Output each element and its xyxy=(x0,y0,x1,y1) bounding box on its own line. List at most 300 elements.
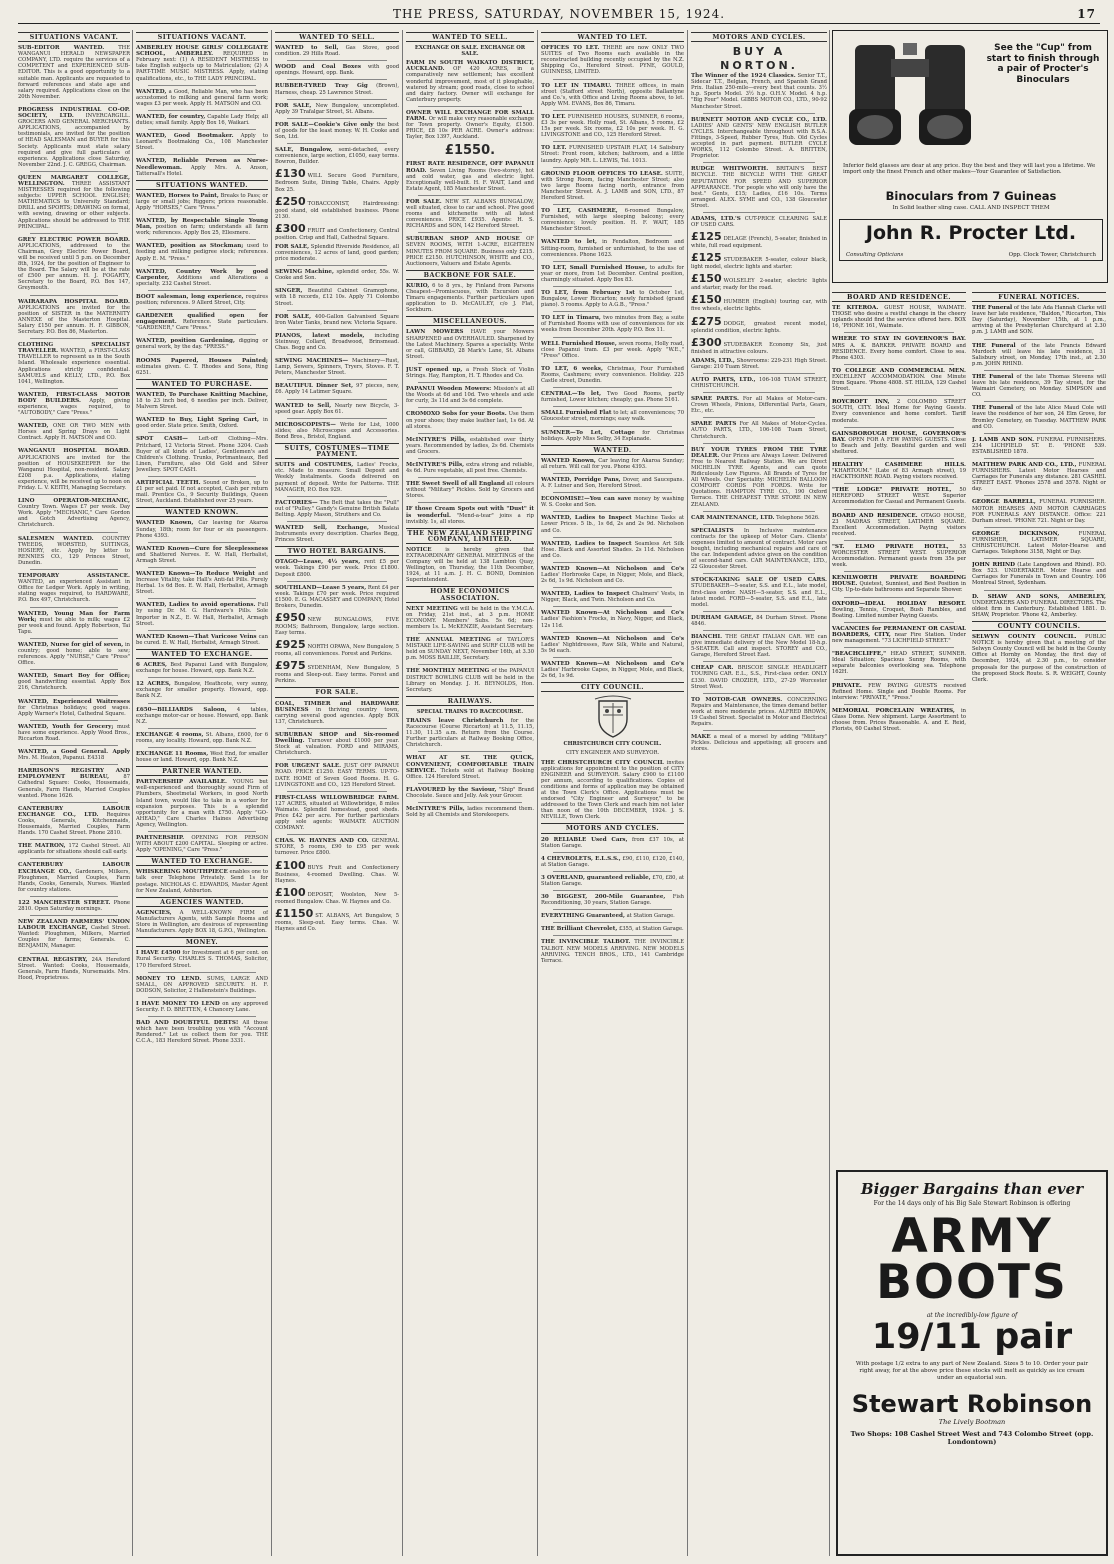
classified-ad xyxy=(136,218,268,236)
column-rule xyxy=(271,30,272,1556)
classified-ad xyxy=(541,894,684,906)
ad-separator xyxy=(148,476,256,477)
ad-separator xyxy=(30,532,118,533)
section-header: WANTED KNOWN. xyxy=(136,507,268,517)
classified-ad xyxy=(275,732,399,756)
ad-lead: WANTED to let, xyxy=(541,239,597,246)
classified-ad xyxy=(136,417,268,429)
ad-lead: CHAS. W. HAYNES AND CO. xyxy=(275,838,369,845)
ad-lead: WANTED, position as Stockman; xyxy=(136,243,244,250)
classified-ad xyxy=(136,436,268,473)
classified-ad xyxy=(275,462,399,492)
classified-ad xyxy=(406,411,534,429)
classified-ad xyxy=(541,83,684,107)
classified-ad xyxy=(541,939,684,963)
army-seller-name: Stewart Robinson xyxy=(851,1390,1093,1418)
ad-separator xyxy=(287,99,387,100)
ad-separator xyxy=(844,704,954,705)
ad-text: in country; good home; able to sew; references. Apply "NURSE," Care "Press" Office. xyxy=(18,641,130,667)
classified-ad xyxy=(972,437,1106,455)
ad-text: in thriving country town, carrying several good agencies. Apply BOX 137, Christchurch. xyxy=(275,706,399,725)
ad-lead: I HAVE £4500 xyxy=(136,950,181,957)
ad-lead: SUBURBAN SHOP AND HOUSE xyxy=(406,236,520,243)
ad-text: SUMS, LARGE AND SMALL, ON APPROVED SECURITY. H. F. DODSON, Solicitor, 2 Hallenstein's Buildings. xyxy=(136,975,268,994)
ad-text: OF SEVEN ROOMS, WITH 1-ACRE, EIGHTEEN MINUTES FROM SQUARE. Business only £215. PRICE £2150. HUTCHINSON, WHITE and CO., Auctioneers, Valuers and Estate Agents. xyxy=(406,236,534,267)
ad-text: WILL Secure Good Furniture, Bedroom Suite, Dining Table, Chairs. Apply Box 25. xyxy=(275,173,399,193)
ad-lead: THE CHRISTCHURCH CITY COUNCIL xyxy=(541,759,664,766)
classified-ad xyxy=(18,957,130,981)
ad-text: is hereby given that EXTRAORDINARY GENERAL MEETINGS of the Company will be held at 138 Lambton Quay, Wellington, on Thursday, the 11th December, 1924, at 11 a.m. J. H. C. BOND, Dominion Superintendent. xyxy=(406,546,534,584)
classified-ad xyxy=(136,779,268,828)
ad-lead: BOOT salesman, long experience, xyxy=(136,293,244,300)
ad-lead: TE KITEROA. xyxy=(832,305,879,312)
ad-separator xyxy=(287,834,387,835)
ad-text: CONCERNING Repairs and Maintenance, the times demand better work at more moderate prices. ALFRED BROWN, 19 Cashel Street. Specialist in Motor and Electrical Repairs. xyxy=(691,696,827,728)
ad-text: Mission's at all the Woods at 6d and 10d. Two wheels and axle for curly, 3s 11d and 3s 6d complete. xyxy=(406,386,534,405)
classified-ad xyxy=(541,341,684,359)
ad-text: position on farm; understands all farm work; references. Apply Box 25, Ellesmere. xyxy=(136,224,268,237)
ad-lead: WANTED to Sell, xyxy=(275,402,332,409)
ad-lead: FOR SALE, xyxy=(275,243,310,250)
price-list xyxy=(275,612,399,684)
ad-lead: WANGANUI HOSPITAL BOARD. xyxy=(18,448,130,455)
ad-text: good handwriting essential. Apply Box 216, Christchurch. xyxy=(18,679,130,692)
ad-separator xyxy=(553,261,672,262)
army-shops: Two Shops: 108 Cashel Street West and 743 Colombo Street (opp. Londontown) xyxy=(850,1430,1094,1447)
ad-text: in Glass Dome. New shipment. Large Assortment to choose from. Prices Reasonable. A. and E. Reid, Florists, 60 Cashel Street. xyxy=(832,707,966,733)
ad-text: YOUNG but well-experienced and thoroughly sound Firm of Plumbers, Sheetmetal Workers, in good North Island town, would like to take in a worker for expansion purposes. This is a splendid opportunity for a man with £750. Apply "GO-AHEAD," Care Charles Haines Advertising Agency, Wellington. xyxy=(136,779,268,828)
ad-separator xyxy=(553,871,672,872)
ad-text: Seamless Art Silk Hose. Black and Assorted Shades. 2s 11d. Nicholson and Co. xyxy=(541,540,684,559)
ad-separator xyxy=(148,728,256,729)
ad-lead: NEW ZEALAND FARMERS' UNION LABOUR EXCHANGE, xyxy=(18,919,130,932)
ad-separator xyxy=(287,399,387,400)
ad-text: Tickets sold at Railway Booking Office. 124 Hereford Street. xyxy=(406,767,534,780)
right-section xyxy=(832,290,1108,1164)
ad-separator xyxy=(418,502,522,503)
ad-separator xyxy=(553,362,672,363)
classified-ad xyxy=(832,368,966,392)
ad-text: WANTED, an experienced Assistant in Office for Ledger Work. Apply in writing, stating wages required, to HARDWARE, P.O. Box 497, Christchurch. xyxy=(18,579,130,604)
section-header: FUNERAL NOTICES. xyxy=(972,292,1106,302)
classified-ad xyxy=(406,386,534,404)
section-header: WANTED TO EXCHANGE. xyxy=(136,649,268,659)
classified-ad xyxy=(832,651,966,675)
ad-separator xyxy=(30,444,118,445)
ad-list xyxy=(136,779,268,853)
ad-text: all colours without "Military" Pickles. Sold by Grocers and Stores. xyxy=(406,481,534,500)
ad-text: Two Good Rooms, partly furnished, Lower kitchen; cheaply; gas. Phone 5161. xyxy=(541,391,684,404)
ad-lead: ROYCROFT INN, xyxy=(832,399,890,406)
classified-ad xyxy=(541,760,684,821)
classified-ad xyxy=(832,544,966,568)
classified-ad xyxy=(541,661,684,679)
ad-text: UNDERTAKERS AND FUNERAL DIRECTORS. The oldest firm in Canterbury. Established 1881. D. SHAW, Proprietor. 'Phone 42, Amberley. xyxy=(972,599,1106,618)
ad-lead: SUMNER—To Let, Cottage xyxy=(541,429,635,436)
ad-list xyxy=(832,305,966,732)
ad-text: Machinery—Rust, Lamp, Sewers, Spinners, Tryers, Stoves. F. T. Peters, Manchester Street. xyxy=(275,358,399,377)
ad-text: a Good, Reliable Man, who has been accustomed to milking and general farm work; wages £3 per week. Apply H. MATSON and CO. xyxy=(136,88,268,107)
ad-price: £130 xyxy=(275,167,306,181)
price-list xyxy=(275,860,399,932)
classified-ad xyxy=(541,366,684,384)
ad-text: Ladies' Harbrooke Capes, in Nigger, Mole, and Black, 2s 6d, 1s 9d. xyxy=(541,667,684,680)
ad-lead: ADAMS, LTD., xyxy=(691,357,735,364)
ad-separator xyxy=(984,558,1094,559)
ad-text: OPENING FOR PERSON WITH ABOUT £200 CAPITAL. Sleeping or active. Apply "OPENING," Care "Press." xyxy=(136,835,268,854)
ad-lead: THE MATRON, xyxy=(18,843,66,850)
classified-ad xyxy=(541,430,684,442)
ad-text: Seven Living Rooms (two-storey), hot and cold water, gas and electric light. Exceptionally well-built. H. F. WAIT, Land and Estate Agent, 185 Manchester Street. xyxy=(406,167,534,192)
ad-lead: WANTED, Young Man for Farm Work; xyxy=(18,610,130,623)
ad-separator xyxy=(287,284,387,285)
ad-list xyxy=(275,701,399,857)
ad-separator xyxy=(287,79,387,80)
classified-ad xyxy=(972,374,1106,398)
ad-text: THE GREAT ITALIAN CAR. WE can give immediate delivery of the New Model 18-h.p. 5-SEATER. Call and inspect. STOREY and CO., Garage, Hereford Street East. xyxy=(691,634,827,659)
masthead-title: THE PRESS, SATURDAY, NOVEMBER 15, 1924. xyxy=(392,6,726,21)
ad-separator xyxy=(418,382,522,383)
classified-ad xyxy=(691,117,827,160)
ad-text: Car leaving for Akaroa Sunday; all return. Will call for you. Phone 4393. xyxy=(541,457,684,470)
ad-lead: WANTED Known, xyxy=(541,457,596,464)
ad-lead: WANTED, position Gardening, xyxy=(136,338,235,345)
ad-text: Rent £4 per week. Takings £70 per week. Price required £1500. E. G. MACASSEY and COMPANY, Hotel Brokers, Dunedin. xyxy=(275,584,399,609)
ad-lead: WANTED to Buy, Light Spring Cart, xyxy=(136,417,259,424)
ad-price: £150 xyxy=(691,293,722,307)
ad-text: 87 Cathedral Square: Cooks, Housemaids, Generals, Farm Hands, Married Couples wanted. Phone 1626. xyxy=(18,774,130,799)
ad-text: Full by using Dr. M. G. Hardware's Pills. Sole Importer in N.Z., E. W. Hall, Herbalist, Armagh Street. xyxy=(136,602,268,627)
ad-lead: THE MONTHLY MEETING xyxy=(406,668,490,675)
column-2 xyxy=(136,30,268,1556)
classified-ad xyxy=(972,562,1106,586)
ad-text: including Steinway, Collard, Broadwood, Brinsmead. Chas. Begg and Co. xyxy=(275,332,399,351)
ad-separator xyxy=(418,477,522,478)
ad-separator xyxy=(287,581,387,582)
ad-text: must have some experience. Apply Wood Bros., Riccarton Road. xyxy=(18,723,130,742)
classified-ad xyxy=(18,749,130,761)
ad-lead: HEALTHY CASHMERE HILLS. xyxy=(832,461,966,468)
ad-lead: WANTED, Ladies to Inspect xyxy=(541,540,632,547)
ad-price: £300 xyxy=(275,221,306,235)
classified-ad xyxy=(136,976,268,994)
ad-text: THE INVINCIBLE TALBOT. NEW MODELS ARRIVING. NEW MODELS ARRIVING. TENCH BROS., LTD., 141 Cambridge Terrace. xyxy=(541,939,684,964)
ad-lead: FIRST-CLASS WILLOWBRIDGE FARM. xyxy=(275,794,399,801)
procter-caption: See the "Cup" from start to finish through a pair of Procter's Binoculars xyxy=(986,43,1100,85)
ad-text: LADIES' AND GENTS' NEW ENGLISH BUTLER CYCLES. Interchangeable throughout with B.S.A. Fittings, 3-Speed, Rubber Tyres, Hub. Old Cycles accepted in part payment. BUTLER CYCLE WORKS, 112 Colombo Street. A. BRITTEN, Proprietor. xyxy=(691,122,827,160)
ad-text: STUDEBAKER 5-seater, colour black, light model, electric lights and starter. xyxy=(691,257,827,271)
ad-separator xyxy=(148,432,256,433)
ad-separator xyxy=(148,1016,256,1017)
column-3 xyxy=(275,30,399,1556)
ad-text: Reference. State particulars. "GARDENER," Care "Press." xyxy=(136,319,268,332)
ad-text: invites applications for appointment to the position of CITY ENGINEER and SURVEYOR. Salary £900 to £1100 per annum, according to qualifications. Copies of conditions and forms of application may be obtained at the Town Clerk's Office. Applications must be endorsed "City Engineer and Surveyor," to be addressed to the Town Clerk and reach him not later than noon of the 10th DECEMBER, 1924. J. S. NEVILLE, Town Clerk. xyxy=(541,759,684,821)
ad-separator xyxy=(30,494,118,495)
ad-lead: FOR SALE, xyxy=(275,313,312,320)
ad-text: INVERCARGILL. GROCERS AND GENERAL MERCHANTS. APPLICATIONS, accompanied by testimonials, are invited for the position of HEAD SALESMAN and BUYER for this Society. Applicants must state salary required and give full particulars of experience. Applications close Saturday, November 22nd. J. C. GREGG, Chairman. xyxy=(18,113,130,168)
ad-price: £100 xyxy=(275,885,306,899)
binoculars-icon xyxy=(841,39,981,151)
ad-lead: SUB-EDITOR WANTED. xyxy=(18,45,105,52)
ad-list xyxy=(972,305,1106,618)
classified-ad xyxy=(972,405,1106,429)
ad-lead: EVERYTHING Guaranteed, xyxy=(541,913,625,920)
ad-lead: AMBERLEY HOUSE GIRLS' COLLEGIATE SCHOOL, AMBERLEY. xyxy=(136,45,268,58)
classified-ad xyxy=(136,520,268,538)
price-list xyxy=(691,231,827,355)
ad-separator xyxy=(287,310,387,311)
ad-lead: WANTED to Sell, xyxy=(275,45,339,52)
classified-ad xyxy=(136,45,268,82)
ad-lead: SEWING Machine, xyxy=(275,269,334,276)
classified-ad xyxy=(275,559,399,577)
ad-lead: NOTICE xyxy=(406,546,432,553)
army-at-label: at the incredibly-low figure of xyxy=(926,1312,1018,1319)
ad-text: two minutes from Bay, a suite of Furnished Rooms with use of conveniences for six weeks from December 20th. Apply P.O. Box 11. xyxy=(541,315,684,334)
ad-text: 84 Durham Street. Phone 4846. xyxy=(691,614,827,627)
classified-ad xyxy=(832,399,966,423)
ad-lead: MICROSCOPISTS— xyxy=(275,421,336,428)
ad-text: of the late Francis Edward Murdoch will leave his late residence, 31 Salisbury street, on Monday, 17th inst., at 2.30 p.m. JOHN RHIND. xyxy=(972,342,1106,367)
ad-text: Splendid Riverside Residence, all conveniences, 12 acres of land, good garden; price moderate. xyxy=(275,243,399,263)
classified-ad xyxy=(541,496,684,508)
classified-ad xyxy=(691,396,827,414)
ad-text: 4 tables, exchange motor-car or house. Howard, opp. Bank N.Z. xyxy=(136,706,268,725)
classified-ad xyxy=(406,787,534,799)
ad-text: DELAGE (French), 5-seater, finished in white, full road equipment. xyxy=(691,236,827,250)
ad-separator xyxy=(553,387,672,388)
classified-ad xyxy=(832,487,966,505)
classified-ad xyxy=(541,315,684,333)
ad-text: HUMBER (English) touring car, with five wheels, electric lights. xyxy=(691,299,827,313)
ad-text: a Fresh Stock of Violin Strings. Hay, Rampton, H. T. Rhodes and Co. xyxy=(406,366,534,380)
ad-separator xyxy=(844,395,954,396)
procter-headline: Binoculars from 7 Guineas xyxy=(885,189,1057,203)
procter-tagline: Consulting Opticians xyxy=(846,252,904,258)
ad-lead: SUITS and COSTUMES, xyxy=(275,462,354,469)
ad-text: seven rooms, Holly road, close Papanui tram. £3 per week. Apply "W.E.," "Press" Office. xyxy=(541,340,684,359)
classified-ad xyxy=(972,499,1106,523)
classified-ad xyxy=(691,528,827,571)
ad-separator xyxy=(30,103,118,104)
classified-ad xyxy=(832,462,966,480)
ad-separator xyxy=(553,935,672,936)
ad-separator xyxy=(287,143,387,144)
classified-ad xyxy=(691,515,827,521)
ad-price: £100 xyxy=(275,858,306,872)
ad-text: Capable Lady Help; all duties; small family. Apply Box 16, Waikari. xyxy=(136,113,268,127)
ad-text: THE WANGANUI HERALD NEWSPAPER COMPANY, LTD. require the services of a COMPETENT and EXPERIENCED SUB-EDITOR. This is a good opportunity to a suitable man. Applicants are requested to forward references and state age and salary required. Applications close on the 20th November. xyxy=(18,45,130,100)
classified-ad xyxy=(275,103,399,115)
ad-lead: PIANOS, latest models, xyxy=(275,332,365,339)
ad-text: JUST OFF PAPANUI ROAD. PRICE £1250. EASY TERMS. UP-TO-DATE HOME of Seven Good Rooms. H. G. LIVINGSTONE and CO., 125 Hereford Street. xyxy=(275,763,399,788)
ad-separator xyxy=(553,537,672,538)
ad-text: £70, £80, at Station Garage. xyxy=(541,874,684,887)
ad-text: Ladies' Fashion's Frocks, in Navy, Nigger, and Black, 12s 11d. xyxy=(541,616,684,629)
ad-lead: FOR SALE—Cookie's Give only xyxy=(275,121,374,128)
ad-text: THREE offices, in main street (Stafford street North), opposite Ballantyne and Co.'s, with Office and Living Rooms above, to let. Apply WM. EVANS, Box 86, Timaru. xyxy=(541,82,684,107)
ad-lead: OWNER WILL EXCHANGE FOR SMALL FARM. xyxy=(406,109,534,123)
ad-text: 2 COLOMBO STREET SOUTH, CITY. Ideal Home for Paying Guests. Every convenience and home comfort. Tariff moderate. xyxy=(832,399,966,424)
ad-text: Telephone 5626. xyxy=(776,514,820,521)
ad-text: 106-108 TUAM STREET, CHRISTCHURCH. xyxy=(691,376,827,389)
column-rule xyxy=(537,30,538,1556)
ad-separator xyxy=(553,632,672,633)
classified-ad xyxy=(832,336,966,360)
classified-ad xyxy=(691,697,827,727)
classified-ad xyxy=(832,305,966,329)
ad-lead: MEMORIAL PORCELAIN WREATHS, xyxy=(832,707,955,714)
ad-separator xyxy=(418,802,522,803)
ad-text: FURNISHED HOUSES, SUMNER, 6 rooms, £3 3s per week. Holly road, St. Albans, 5 rooms, £2 15s per week. Six rooms, £2 10s per week. H. G. LIVINGSTONE and CO., 125 Hereford Street. xyxy=(541,113,684,139)
ad-text: NEW BUNGALOWS, FIVE ROOMS; Bathroom, Bungalow, large section. Easy terms. xyxy=(275,617,399,637)
ad-lead: OXFORD—IDEAL HOLIDAY RESORT. xyxy=(832,600,966,607)
section-header: WANTED TO SELL. xyxy=(275,32,399,42)
section-header: WANTED TO SELL. xyxy=(406,32,534,42)
ad-text: Chalmers' Vests, in Nigger, Black, and Twin. Nicholson and Co. xyxy=(541,591,684,604)
ad-text: STUDEBAKER—5-seater, S.S. and E.L., late model, first-class order. NASH—5-seater, S.S. and E.L., latest model. FORD—5-seater, S.S. and E.L., late model. xyxy=(691,583,827,608)
classified-ad xyxy=(136,546,268,564)
masthead xyxy=(18,4,1100,24)
ad-price: £125 xyxy=(691,251,722,265)
classified-ad xyxy=(18,237,130,292)
ad-text: (Brown), Harness, cheap. 25 Lawrence Street. xyxy=(275,83,399,96)
ad-separator xyxy=(418,363,522,364)
ad-text: at Station Garage. xyxy=(626,913,675,920)
classified-ad xyxy=(406,718,534,748)
classified-ad xyxy=(972,462,1106,492)
ad-separator xyxy=(553,922,672,923)
ad-text: For all Makes of Motor-cars. Crown Wheels, Pinions, Differential Parts, Gears, Etc., etc. xyxy=(691,396,827,415)
classified-ad xyxy=(136,269,268,287)
ad-separator xyxy=(703,730,815,731)
classified-ad xyxy=(691,634,827,658)
ad-list xyxy=(406,60,534,140)
ad-list xyxy=(18,45,130,981)
ad-list xyxy=(406,283,534,313)
ad-list xyxy=(136,869,268,893)
ad-separator xyxy=(148,265,256,266)
classified-ad xyxy=(972,343,1106,367)
ad-lead: FIRST RATE RESIDENCE, OFF PAPANUI ROAD. xyxy=(406,161,534,174)
ad-separator xyxy=(553,473,672,474)
classified-ad xyxy=(136,133,268,151)
classified-ad xyxy=(541,636,684,654)
ad-lead: 30 BIGGEST, 200-Mile Guarantee, xyxy=(541,894,666,901)
classified-ad xyxy=(406,329,534,359)
ad-separator xyxy=(553,587,672,588)
ad-separator xyxy=(844,647,954,648)
ad-text: The Belt that takes the "Pull" out of "Pulley." Gandy's Genuine British Balata Belting. Apply Mason, Struthers and Co. xyxy=(275,499,399,518)
classified-ad xyxy=(136,602,268,626)
ad-text: Fish Reconditioning, 30 years, Station Garage. xyxy=(541,894,684,907)
ad-text: to adults for year or more, from 1st December. Central position, charmingly situated. Apply Box 83. xyxy=(541,264,684,283)
classified-ad xyxy=(275,147,399,165)
ad-text: HEAD STREET, SUMNER. Ideal Situation; Spacious Sunny Rooms, with separate balconies overlooking sea. Telephone 162H. xyxy=(832,651,966,676)
classified-ad xyxy=(541,926,684,932)
ad-text: a meal of a morsel by adding "Military" Pickles. Delicious and appetising; all grocers and stores. xyxy=(691,734,827,753)
price-ad xyxy=(275,908,399,932)
ad-text: DEPOSIT, Woolston, New 5-roomed Bungalow. Chas. W. Haynes and Co. xyxy=(275,891,399,905)
classified-ad xyxy=(541,458,684,470)
ad-separator xyxy=(30,607,118,608)
ad-lead: RUBBER-TYRED Tray Gig xyxy=(275,83,368,90)
price-ad xyxy=(275,860,399,884)
ad-separator xyxy=(703,511,815,512)
classified-ad xyxy=(18,843,130,855)
ad-separator xyxy=(553,890,672,891)
ad-lead: BEAUTIFUL Dinner Set, xyxy=(275,383,354,390)
board-residence-column xyxy=(832,290,966,1164)
classified-ad xyxy=(406,637,534,661)
classified-ad xyxy=(691,377,827,389)
classified-ad xyxy=(136,480,268,504)
classified-ad xyxy=(541,875,684,887)
ad-text: 53 WORCESTER STREET WEST. SUPERIOR Accommodation. Permanent guests from 35s per week. xyxy=(832,543,966,569)
ad-lead: McINTYRE'S Pills, xyxy=(406,806,465,812)
ad-text: FURNISHED UPSTAIR FLAT, 14 Salisbury Street: Front room, kitchen; bathroom, and a little laundry. Apply MR. L. LEWIS, Tel. 1013. xyxy=(541,145,684,164)
ad-list xyxy=(136,910,268,934)
ad-separator xyxy=(30,338,118,339)
column-4 xyxy=(406,30,534,1556)
ad-list xyxy=(541,760,684,821)
ad-text: GUEST HOUSE, WAIMATE. THOSE who desire a restful change in the cheery uplands should find the service offered here. BOX 16, 'PHONE 161, Waimate. xyxy=(832,305,966,330)
classified-ad xyxy=(541,45,684,75)
ad-separator xyxy=(418,407,522,408)
section-header: BOARD AND RESIDENCE. xyxy=(832,292,966,302)
ad-text: Country Town. Wages £7 per week. Day Work. Apply "MECHANIC," Care Gordon and Gotch Advertising Agency, Christchurch. xyxy=(18,504,130,529)
ad-separator xyxy=(148,309,256,310)
ad-lead: TO LET. xyxy=(541,113,566,120)
ad-lead: "ST. ELMO PRIVATE HOTEL, xyxy=(832,543,949,550)
ad-text: 6 to 8 yrs., by Finland from Parsons Cheapest—Promiscuous, with Excursion and Timaru engagements. Further particulars upon application to D. McCAULEY, c/o J. Flat, Sockburn. xyxy=(406,282,534,314)
column-rule xyxy=(132,30,133,1556)
ad-lead: PARTNERSHIP AVAILABLE. xyxy=(136,779,228,786)
classified-ad xyxy=(541,171,684,201)
classified-ad xyxy=(406,283,534,313)
column-rule xyxy=(829,30,830,1556)
procter-firm-banner xyxy=(839,219,1103,261)
classified-ad xyxy=(691,73,827,110)
ad-text: WANTED, a FIRST-CLASS TRAVELLER to represent us in the South Island. Wholesale experience essential. Applications strictly confidential. SAMUELS and KELLY, LTD., P.O. Box 1041, Wellington. xyxy=(18,348,130,385)
ad-text: ladies recommend them. Sold by all Chemists and Storekeepers. xyxy=(406,806,534,819)
classified-ad xyxy=(691,665,827,689)
ad-separator xyxy=(553,204,672,205)
ad-text: OPEN FOR A FEW PAYING GUESTS. Close to Beach and Jetty. Beautiful garden and well sheltered. xyxy=(832,436,966,455)
sub-header: SPECIAL TRAINS TO RACECOURSE. xyxy=(416,708,524,715)
ad-lead: MATTHEW PARK AND CO., LTD., xyxy=(972,461,1077,468)
classified-ad xyxy=(275,525,399,543)
ad-lead: FARM IN SOUTH WAIKATO DISTRICT, AUCKLAND. xyxy=(406,60,534,73)
column-rule xyxy=(687,30,688,1556)
ad-lead: TO LET IN TIMARU. xyxy=(541,82,612,89)
ad-lead: GROUND FLOOR OFFICES TO LEASE. xyxy=(541,170,663,177)
ad-lead: £650—BILLIARDS Saloon, xyxy=(136,706,227,713)
price-ad xyxy=(691,231,827,249)
classified-ad xyxy=(972,594,1106,618)
ad-separator xyxy=(844,571,954,572)
column-1 xyxy=(18,30,130,1556)
ad-lead: THE Funeral xyxy=(972,342,1016,349)
ad-lead: WANTED, Nurse for girl of seven, xyxy=(18,641,124,648)
ad-lead: J. LAMB AND SON. xyxy=(972,436,1035,443)
ad-text: Bowling, Tennis, Croquet, Bush Rambles, and Boating. Limited number Paying Guests. xyxy=(832,606,966,619)
ad-separator xyxy=(148,154,256,155)
ad-text: enables one to talk over Telephone Privately. Send 1s for postage. NICHOLAS C. EDWARDS, Master Agent for New Zealand, Ashburton. xyxy=(136,869,268,894)
ad-separator xyxy=(553,909,672,910)
ad-lead: I HAVE MONEY TO LEND xyxy=(136,1000,220,1007)
ad-lead: "BEACHCLIFFE," xyxy=(832,651,887,658)
